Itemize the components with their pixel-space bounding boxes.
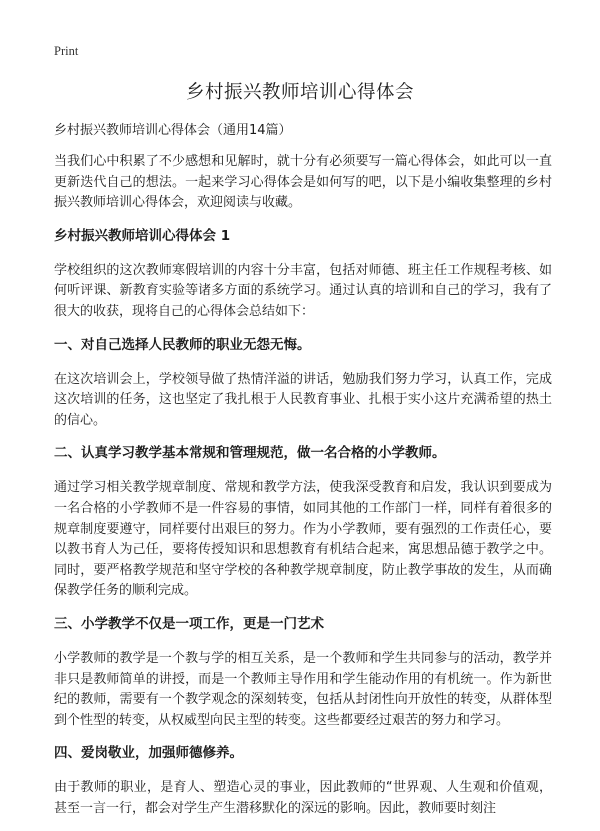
- section-heading-2: 二、认真学习教学基本常规和管理规范，做一名合格的小学教师。: [54, 445, 446, 462]
- section-body-4: 由于教师的职业，是育人、塑造心灵的事业，因此教师的“世界观、人生观和价值观，甚至一言一行，都会对学生产生潜移默化的深远的影响。因此，教师要时刻注: [54, 780, 552, 816]
- section-heading-4: 四、爱岗敬业，加强师德修养。: [54, 745, 243, 762]
- intro-paragraph: 当我们心中积累了不少感想和见解时，就十分有必须要写一篇心得体会，如此可以一直更新迭代自己的想法。一起来学习心得体会是如何写的吧，以下是小编收集整理的乡村振兴教师培训心得体会，欢迎阅读与收藏。: [54, 154, 552, 211]
- section-heading-1: 一、对自己选择人民教师的职业无怨无悔。: [54, 336, 311, 353]
- section-heading-3: 三、小学教学不仅是一项工作，更是一门艺术: [54, 615, 324, 632]
- article-intro-paragraph: 学校组织的这次教师寒假培训的内容十分丰富，包括对师德、班主任工作规程考核、如何听评课、新教育实验等诸多方面的系统学习。通过认真的培训和自己的学习，我有了很大的收获，现将自己的心得体会总结如下：: [54, 262, 552, 319]
- article-body: [54, 121, 552, 831]
- print-link[interactable]: Print: [54, 44, 79, 58]
- section-body-1: 在这次培训会上，学校领导做了热情洋溢的讲话，勉励我们努力学习，认真工作，完成这次培训的任务，这也坚定了我扎根于人民教育事业、扎根于实小这片充满希望的热土的信心。: [54, 371, 552, 428]
- section-body-3: 小学教师的教学是一个教与学的相互关系，是一个教师和学生共同参与的活动，教学并非只是教师简单的讲授，而是一个教师主导作用和学生能动作用的有机统一。作为新世纪的教师，需要有一个教学观念的深刻转变，包括从封闭性向开放性的转变，从群体型到个性型的转变，从权威型向民主型的转变。这些都要经过艰苦的努力和学习。: [54, 650, 552, 728]
- document-subtitle: 乡村振兴教师培训心得体会（通用14篇）: [54, 123, 292, 138]
- section-body-2: 通过学习相关教学规章制度、常规和教学方法，使我深受教育和启发，我认识到要成为一名合格的小学教师不是一件容易的事情，如同其他的工作部门一样，同样有着很多的规章制度要遵守，同样要付出艰巨的努力。作为小学教师，要有强烈的工作责任心，要以教书育人为己任，要将传授知识和思想教育有机结合起来，寓思想品德于教学之中。同时，要严格教学规范和坚守学校的各种教学规章制度，防止教学事故的发生，从而确保教学任务的顺利完成。: [54, 480, 552, 599]
- article-heading: 乡村振兴教师培训心得体会 1: [54, 227, 231, 244]
- page-title: 乡村振兴教师培训心得体会: [185, 82, 414, 103]
